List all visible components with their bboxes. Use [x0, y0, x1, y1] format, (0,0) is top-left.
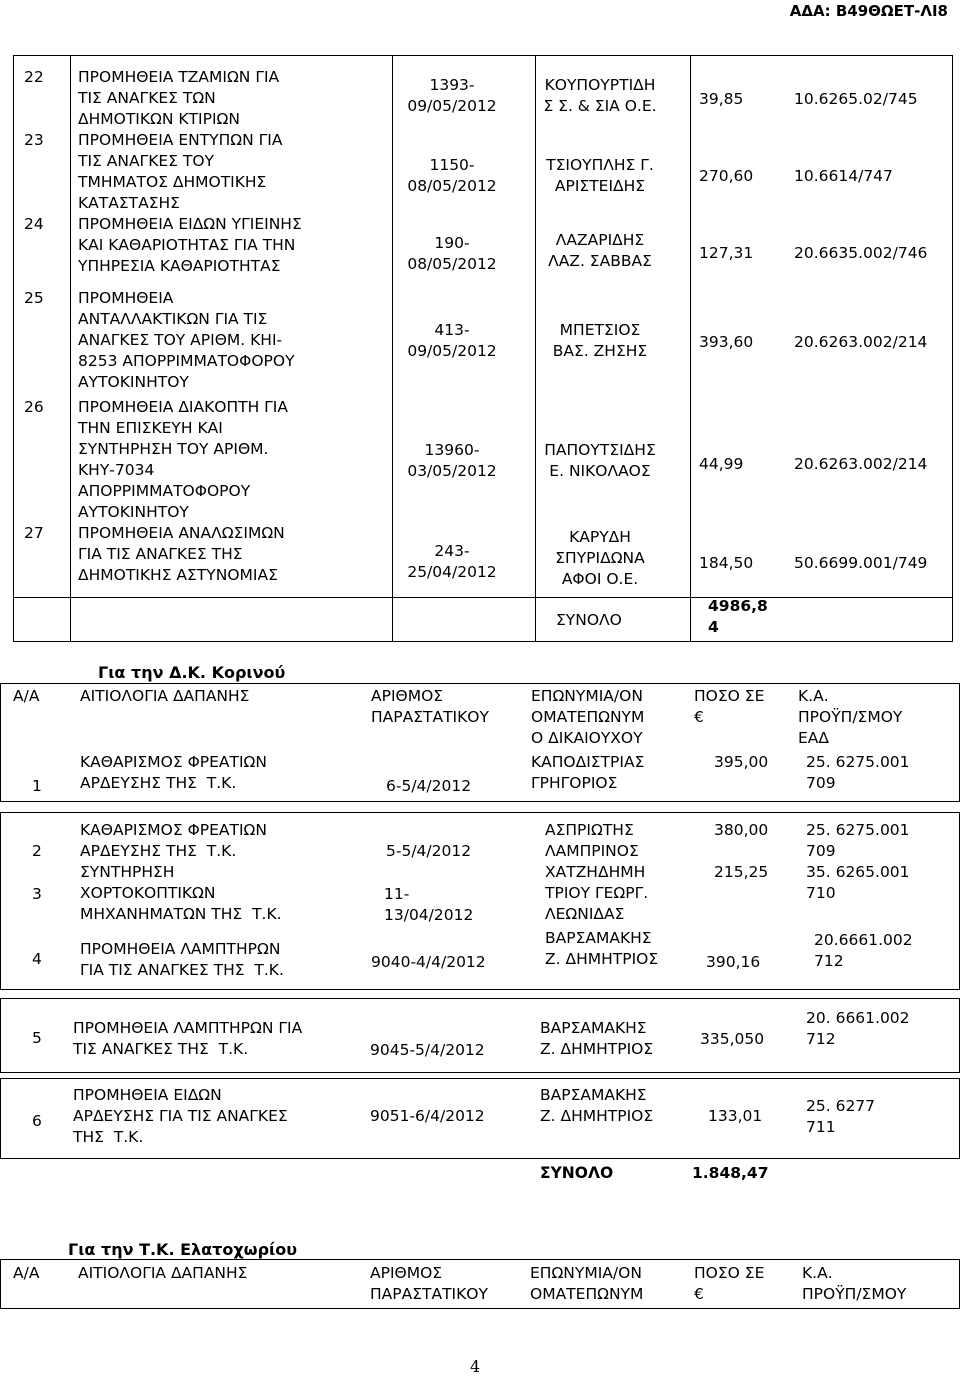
beneficiary: ΛΑΖΑΡΙΔΗΣ ΛΑΖ. ΣΑΒΒΑΣ [548, 231, 652, 270]
beneficiary: ΑΣΠΡΙΩΤΗΣ ΛΑΜΠΡΙΝΟΣ [545, 821, 639, 860]
header-beneficiary: ΕΠΩΝΥΜΙΑ/ΟΝ ΟΜΑΤΕΠΩΝΥΜ Ο ΔΙΚΑΙΟΥΧΟΥ [531, 687, 645, 747]
amount: 44,99 [699, 455, 744, 473]
amount: 184,50 [699, 554, 754, 572]
beneficiary: ΒΑΡΣΑΜΑΚΗΣ Ζ. ΔΗΜΗΤΡΙΟΣ [540, 1019, 654, 1058]
row-number: 3 [32, 885, 42, 903]
header-budget-code: Κ.Α. ΠΡΟΫΠ/ΣΜΟΥ ΕΑΔ [798, 687, 903, 747]
expense-description: ΠΡΟΜΗΘΕΙΑ ΕΙΔΩΝ ΥΓΙΕΙΝΗΣ ΚΑΙ ΚΑΘΑΡΙΟΤΗΤΑΣ ΓΙΑ ΤΗΝ ΥΠΗΡΕΣΙΑ ΚΑΘΑΡΙΟΤΗΤΑΣ [78, 215, 302, 275]
row-number: 24 [24, 215, 44, 233]
budget-code: 25. 6275.001 709 [806, 821, 910, 860]
amount: 335,050 [700, 1030, 765, 1048]
document-number: 243- 25/04/2012 [407, 542, 497, 581]
budget-code: 25. 6277 711 [806, 1097, 876, 1136]
row-number: 25 [24, 289, 44, 307]
expense-description: ΠΡΟΜΗΘΕΙΑ ΑΝΤΑΛΛΑΚΤΙΚΩΝ ΓΙΑ ΤΙΣ ΑΝΑΓΚΕΣ ΤΟΥ ΑΡΙΘΜ. ΚΗΙ- 8253 ΑΠΟΡΡΙΜΜΑΤΟΦΟΡΟΥ ΑΥΤΟΚΙΝΗΤΟΥ [78, 289, 295, 391]
header-beneficiary: ΕΠΩΝΥΜΙΑ/ΟΝ ΟΜΑΤΕΠΩΝΥΜ [530, 1264, 644, 1303]
amount: 270,60 [699, 167, 754, 185]
row-number: 2 [32, 842, 42, 860]
header-amount: ΠΟΣΟ ΣΕ € [694, 1264, 765, 1303]
total-label: ΣΥΝΟΛΟ [540, 1164, 614, 1182]
budget-code: 25. 6275.001 709 [806, 753, 910, 792]
row-number: 4 [32, 950, 42, 968]
header-description: ΑΙΤΙΟΛΟΓΙΑ ΔΑΠΑΝΗΣ [78, 1264, 248, 1282]
document-number: 9051-6/4/2012 [370, 1107, 485, 1125]
expense-description: ΚΑΘΑΡΙΣΜΟΣ ΦΡΕΑΤΙΩΝ ΑΡΔΕΥΣΗΣ ΤΗΣ Τ.Κ. [80, 753, 267, 792]
section-title-elatochori: Για την Τ.Κ. Ελατοχωρίου [68, 1240, 298, 1259]
beneficiary: ΒΑΡΣΑΜΑΚΗΣ Ζ. ΔΗΜΗΤΡΙΟΣ [540, 1086, 654, 1125]
budget-code: 50.6699.001/749 [794, 554, 928, 572]
document-number: 11- 13/04/2012 [384, 885, 474, 924]
document-number: 413- 09/05/2012 [407, 321, 497, 360]
ada-code: ΑΔΑ: Β49ΘΩΕΤ-ΛΙ8 [789, 2, 948, 20]
document-number: 9040-4/4/2012 [371, 953, 486, 971]
amount: 215,25 [714, 863, 769, 881]
amount: 39,85 [699, 90, 744, 108]
expense-description: ΠΡΟΜΗΘΕΙΑ ΤΖΑΜΙΩΝ ΓΙΑ ΤΙΣ ΑΝΑΓΚΕΣ ΤΩΝ ΔΗΜΟΤΙΚΩΝ ΚΤΙΡΙΩΝ [78, 68, 280, 128]
expense-description: ΚΑΘΑΡΙΣΜΟΣ ΦΡΕΑΤΙΩΝ ΑΡΔΕΥΣΗΣ ΤΗΣ Τ.Κ. [80, 821, 267, 860]
amount: 390,16 [706, 953, 761, 971]
document-number: 190- 08/05/2012 [407, 234, 497, 273]
total-label: ΣΥΝΟΛΟ [556, 611, 622, 629]
header-aa: Α/Α [13, 1264, 40, 1282]
header-document: ΑΡΙΘΜΟΣ ΠΑΡΑΣΤΑΤΙΚΟΥ [371, 687, 489, 726]
header-document: ΑΡΙΘΜΟΣ ΠΑΡΑΣΤΑΤΙΚΟΥ [370, 1264, 488, 1303]
expense-description: ΠΡΟΜΗΘΕΙΑ ΕΝΤΥΠΩΝ ΓΙΑ ΤΙΣ ΑΝΑΓΚΕΣ ΤΟΥ ΤΜΗΜΑΤΟΣ ΔΗΜΟΤΙΚΗΣ ΚΑΤΑΣΤΑΣΗΣ [78, 131, 283, 212]
expense-description: ΠΡΟΜΗΘΕΙΑ ΛΑΜΠΤΗΡΩΝ ΓΙΑ ΤΙΣ ΑΝΑΓΚΕΣ ΤΗΣ Τ.Κ. [73, 1019, 303, 1058]
row-number: 27 [24, 524, 44, 542]
budget-code: 10.6614/747 [794, 167, 893, 185]
document-number: 1150- 08/05/2012 [407, 156, 497, 195]
beneficiary: ΚΟΥΠΟΥΡΤΙΔΗ Σ Σ. & ΣΙΑ Ο.Ε. [543, 76, 657, 115]
row-number: 1 [32, 777, 42, 795]
budget-code: 20.6661.002 712 [814, 931, 913, 970]
header-amount: ΠΟΣΟ ΣΕ € [694, 687, 765, 726]
document-number: 5-5/4/2012 [386, 842, 472, 860]
row-number: 6 [32, 1112, 42, 1130]
document-number: 13960- 03/05/2012 [407, 441, 497, 480]
expense-description: ΠΡΟΜΗΘΕΙΑ ΔΙΑΚΟΠΤΗ ΓΙΑ ΤΗΝ ΕΠΙΣΚΕΥΗ ΚΑΙ ΣΥΝΤΗΡΗΣΗ ΤΟΥ ΑΡΙΘΜ. ΚΗΥ-7034 ΑΠΟΡΡΙΜΜΑΤΟΦΟΡΟΥ ΑΥΤΟΚΙΝΗΤΟΥ [78, 398, 288, 521]
beneficiary: ΒΑΡΣΑΜΑΚΗΣ Ζ. ΔΗΜΗΤΡΙΟΣ [545, 929, 659, 968]
expense-description: ΠΡΟΜΗΘΕΙΑ ΛΑΜΠΤΗΡΩΝ ΓΙΑ ΤΙΣ ΑΝΑΓΚΕΣ ΤΗΣ Τ.Κ. [80, 940, 284, 979]
document-number: 9045-5/4/2012 [370, 1041, 485, 1059]
beneficiary: ΚΑΠΟΔΙΣΤΡΙΑΣ ΓΡΗΓΟΡΙΟΣ [531, 753, 645, 792]
expense-description: ΠΡΟΜΗΘΕΙΑ ΑΝΑΛΩΣΙΜΩΝ ΓΙΑ ΤΙΣ ΑΝΑΓΚΕΣ ΤΗΣ ΔΗΜΟΤΙΚΗΣ ΑΣΤΥΝΟΜΙΑΣ [78, 524, 285, 584]
amount: 395,00 [714, 753, 769, 771]
header-budget-code: Κ.Α. ΠΡΟΫΠ/ΣΜΟΥ [802, 1264, 907, 1303]
row-number: 22 [24, 68, 44, 86]
budget-code: 20.6263.002/214 [794, 333, 928, 351]
expense-description: ΣΥΝΤΗΡΗΣΗ ΧΟΡΤΟΚΟΠΤΙΚΩΝ ΜΗΧΑΝΗΜΑΤΩΝ ΤΗΣ Τ.Κ. [80, 863, 282, 923]
row-number: 5 [32, 1029, 42, 1047]
budget-code: 10.6265.02/745 [794, 90, 918, 108]
document-number: 1393- 09/05/2012 [407, 76, 497, 115]
beneficiary: ΜΠΕΤΣΙΟΣ ΒΑΣ. ΖΗΣΗΣ [552, 321, 648, 360]
beneficiary: ΧΑΤΖΗΔΗΜΗ ΤΡΙΟΥ ΓΕΩΡΓ. ΛΕΩΝΙΔΑΣ [545, 863, 649, 923]
expense-description: ΠΡΟΜΗΘΕΙΑ ΕΙΔΩΝ ΑΡΔΕΥΣΗΣ ΓΙΑ ΤΙΣ ΑΝΑΓΚΕΣ ΤΗΣ Τ.Κ. [73, 1086, 288, 1146]
budget-code: 35. 6265.001 710 [806, 863, 910, 902]
page-number: 4 [470, 1357, 481, 1376]
amount: 393,60 [699, 333, 754, 351]
beneficiary: ΠΑΠΟΥΤΣΙΔΗΣ Ε. ΝΙΚΟΛΑΟΣ [544, 441, 656, 480]
budget-code: 20.6263.002/214 [794, 455, 928, 473]
document-number: 6-5/4/2012 [386, 777, 472, 795]
section-title-korinos: Για την Δ.Κ. Κορινού [98, 663, 286, 682]
total-value: 4986,8 4 [708, 597, 768, 636]
beneficiary: ΚΑΡΥΔΗ ΣΠΥΡΙΔΩΝΑ ΑΦΟΙ Ο.Ε. [555, 528, 645, 588]
row-number: 26 [24, 398, 44, 416]
beneficiary: ΤΣΙΟΥΠΛΗΣ Γ. ΑΡΙΣΤΕΙΔΗΣ [546, 156, 654, 195]
budget-code: 20. 6661.002 712 [806, 1009, 910, 1048]
header-description: ΑΙΤΙΟΛΟΓΙΑ ΔΑΠΑΝΗΣ [80, 687, 250, 705]
total-value: 1.848,47 [692, 1164, 769, 1182]
row-number: 23 [24, 131, 44, 149]
budget-code: 20.6635.002/746 [794, 244, 928, 262]
amount: 127,31 [699, 244, 754, 262]
amount: 133,01 [708, 1107, 763, 1125]
col-amount-code [691, 56, 953, 598]
amount: 380,00 [714, 821, 769, 839]
header-aa: Α/Α [13, 687, 40, 705]
